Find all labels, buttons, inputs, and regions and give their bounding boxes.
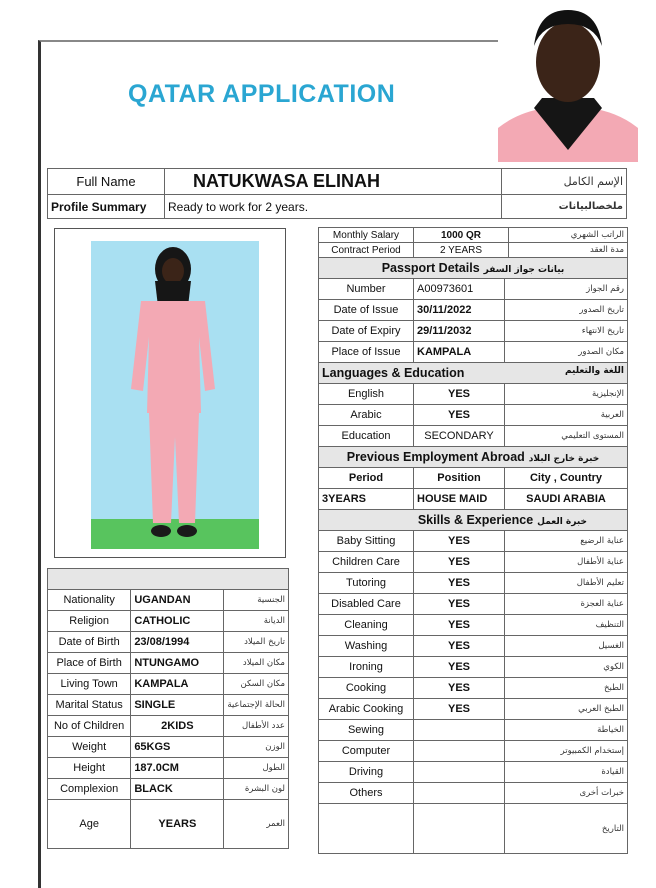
employment-col-position: Position bbox=[414, 468, 505, 489]
age-ar: العمر bbox=[224, 800, 289, 849]
profile-label: Profile Summary bbox=[48, 195, 165, 219]
skill-ar: عناية الأطفال bbox=[505, 552, 628, 573]
right-details-table bbox=[318, 257, 628, 854]
skill-label: Cooking bbox=[319, 678, 414, 699]
religion-ar: الديانة bbox=[224, 611, 289, 632]
height-value: 187.0CM bbox=[131, 758, 224, 779]
skill-ar: التنظيف bbox=[505, 615, 628, 636]
expiry-date-ar: تاريخ الانتهاء bbox=[505, 321, 628, 342]
dob-label: Date of Birth bbox=[48, 632, 131, 653]
skill-ar: الكوي bbox=[505, 657, 628, 678]
salary-ar: الراتب الشهري bbox=[509, 228, 628, 243]
skill-label: Cleaning bbox=[319, 615, 414, 636]
salary-value: 1000 QR bbox=[414, 228, 509, 243]
living-town-value: KAMPALA bbox=[131, 674, 224, 695]
skill-value: YES bbox=[414, 594, 505, 615]
children-value: 2KIDS bbox=[131, 716, 224, 737]
full-body-photo bbox=[91, 241, 259, 549]
full-name-label: Full Name bbox=[48, 169, 165, 195]
religion-value: CATHOLIC bbox=[131, 611, 224, 632]
complexion-label: Complexion bbox=[48, 779, 131, 800]
complexion-ar: لون البشرة bbox=[224, 779, 289, 800]
skill-value bbox=[414, 741, 505, 762]
height-ar: الطول bbox=[224, 758, 289, 779]
issue-date-ar: تاريخ الصدور bbox=[505, 300, 628, 321]
skill-value: YES bbox=[414, 699, 505, 720]
skill-value bbox=[414, 720, 505, 741]
full-name-value: NATUKWASA ELINAH bbox=[165, 169, 502, 195]
skill-value: YES bbox=[414, 678, 505, 699]
skill-ar: إستخدام الكمبيوتر bbox=[505, 741, 628, 762]
full-body-photo-frame bbox=[54, 228, 286, 558]
skill-label: Baby Sitting bbox=[319, 531, 414, 552]
languages-heading bbox=[319, 363, 628, 384]
place-of-issue-label: Place of Issue bbox=[319, 342, 414, 363]
english-label: English bbox=[319, 384, 414, 405]
header-table bbox=[47, 168, 627, 219]
skill-label: Computer bbox=[319, 741, 414, 762]
passport-number-label: Number bbox=[319, 279, 414, 300]
skill-value: YES bbox=[414, 573, 505, 594]
english-ar: الإنجليزية bbox=[505, 384, 628, 405]
age-label: Age bbox=[48, 800, 131, 849]
salary-label: Monthly Salary bbox=[319, 228, 414, 243]
skill-ar: الغسيل bbox=[505, 636, 628, 657]
profile-value: Ready to work for 2 years. bbox=[165, 195, 502, 219]
children-label: No of Children bbox=[48, 716, 131, 737]
skill-ar: عناية العجزة bbox=[505, 594, 628, 615]
nationality-value: UGANDAN bbox=[131, 590, 224, 611]
employment-col-period: Period bbox=[319, 468, 414, 489]
skill-value bbox=[414, 762, 505, 783]
headshot-photo bbox=[498, 0, 638, 162]
expiry-date-value: 29/11/2032 bbox=[414, 321, 505, 342]
marital-value: SINGLE bbox=[131, 695, 224, 716]
passport-heading-label: Passport Details bbox=[381, 261, 480, 275]
arabic-ar: العربية bbox=[505, 405, 628, 426]
employment-heading-ar: خبرة خارج البلاد bbox=[528, 454, 600, 464]
arabic-value: YES bbox=[414, 405, 505, 426]
skill-value bbox=[414, 804, 505, 854]
skill-value: YES bbox=[414, 636, 505, 657]
skill-label: Children Care bbox=[319, 552, 414, 573]
skill-ar: الطبخ العربي bbox=[505, 699, 628, 720]
living-town-ar: مكان السكن bbox=[224, 674, 289, 695]
dob-value: 23/08/1994 bbox=[131, 632, 224, 653]
profile-ar: ملخصالبيانات bbox=[502, 195, 627, 219]
skill-ar: القيادة bbox=[505, 762, 628, 783]
skill-ar: عناية الرضيع bbox=[505, 531, 628, 552]
marital-ar: الحالة الإجتماعية bbox=[224, 695, 289, 716]
weight-label: Weight bbox=[48, 737, 131, 758]
passport-number-value: A00973601 bbox=[414, 279, 505, 300]
skill-ar: الطبخ bbox=[505, 678, 628, 699]
skill-value: YES bbox=[414, 552, 505, 573]
personal-header-bar bbox=[48, 569, 289, 590]
contract-ar: مدة العقد bbox=[509, 243, 628, 258]
skill-label: Washing bbox=[319, 636, 414, 657]
living-town-label: Living Town bbox=[48, 674, 131, 695]
employment-col-country: City , Country bbox=[505, 468, 628, 489]
employment-position: HOUSE MAID bbox=[414, 489, 505, 510]
contract-label: Contract Period bbox=[319, 243, 414, 258]
skill-label: Driving bbox=[319, 762, 414, 783]
employment-heading bbox=[319, 447, 628, 468]
complexion-value: BLACK bbox=[131, 779, 224, 800]
pob-label: Place of Birth bbox=[48, 653, 131, 674]
passport-heading bbox=[319, 258, 628, 279]
skill-ar: الخياطة bbox=[505, 720, 628, 741]
passport-heading-ar: بيانات جواز السفر bbox=[483, 265, 565, 275]
skill-label: Sewing bbox=[319, 720, 414, 741]
skill-label: Ironing bbox=[319, 657, 414, 678]
english-value: YES bbox=[414, 384, 505, 405]
issue-date-value: 30/11/2022 bbox=[414, 300, 505, 321]
arabic-label: Arabic bbox=[319, 405, 414, 426]
contract-value: 2 YEARS bbox=[414, 243, 509, 258]
skill-label bbox=[319, 804, 414, 854]
pob-value: NTUNGAMO bbox=[131, 653, 224, 674]
weight-ar: الوزن bbox=[224, 737, 289, 758]
skills-heading-label: Skills & Experience bbox=[417, 513, 534, 527]
issue-date-label: Date of Issue bbox=[319, 300, 414, 321]
full-name-ar: الإسم الكامل bbox=[502, 169, 627, 195]
weight-value: 65KGS bbox=[131, 737, 224, 758]
passport-number-ar: رقم الجواز bbox=[505, 279, 628, 300]
expiry-date-label: Date of Expiry bbox=[319, 321, 414, 342]
age-value: YEARS bbox=[131, 800, 224, 849]
languages-heading-label: Languages & Education bbox=[322, 366, 465, 380]
skill-value bbox=[414, 783, 505, 804]
education-value: SECONDARY bbox=[414, 426, 505, 447]
children-ar: عدد الأطفال bbox=[224, 716, 289, 737]
education-ar: المستوى التعليمي bbox=[505, 426, 628, 447]
skills-heading-ar: خبرة العمل bbox=[537, 517, 587, 527]
height-label: Height bbox=[48, 758, 131, 779]
nationality-ar: الجنسية bbox=[224, 590, 289, 611]
personal-details-table bbox=[47, 568, 289, 849]
skill-value: YES bbox=[414, 615, 505, 636]
employment-period: 3YEARS bbox=[319, 489, 414, 510]
marital-label: Marital Status bbox=[48, 695, 131, 716]
skill-ar: خبرات أخرى bbox=[505, 783, 628, 804]
skill-label: Arabic Cooking bbox=[319, 699, 414, 720]
skill-label: Others bbox=[319, 783, 414, 804]
skill-ar: تعليم الأطفال bbox=[505, 573, 628, 594]
skill-value: YES bbox=[414, 531, 505, 552]
religion-label: Religion bbox=[48, 611, 131, 632]
page-title: QATAR APPLICATION bbox=[128, 80, 396, 108]
nationality-label: Nationality bbox=[48, 590, 131, 611]
dob-ar: تاريخ الميلاد bbox=[224, 632, 289, 653]
place-of-issue-value: KAMPALA bbox=[414, 342, 505, 363]
skill-value: YES bbox=[414, 657, 505, 678]
salary-table bbox=[318, 227, 628, 258]
skills-heading bbox=[319, 510, 628, 531]
skill-label: Tutoring bbox=[319, 573, 414, 594]
employment-heading-label: Previous Employment Abroad bbox=[346, 450, 525, 464]
date-ar: التاريخ bbox=[505, 804, 628, 854]
education-label: Education bbox=[319, 426, 414, 447]
place-of-issue-ar: مكان الصدور bbox=[505, 342, 628, 363]
employment-country: SAUDI ARABIA bbox=[505, 489, 628, 510]
languages-heading-ar: اللغة والتعليم bbox=[564, 366, 624, 376]
pob-ar: مكان الميلاد bbox=[224, 653, 289, 674]
skill-label: Disabled Care bbox=[319, 594, 414, 615]
